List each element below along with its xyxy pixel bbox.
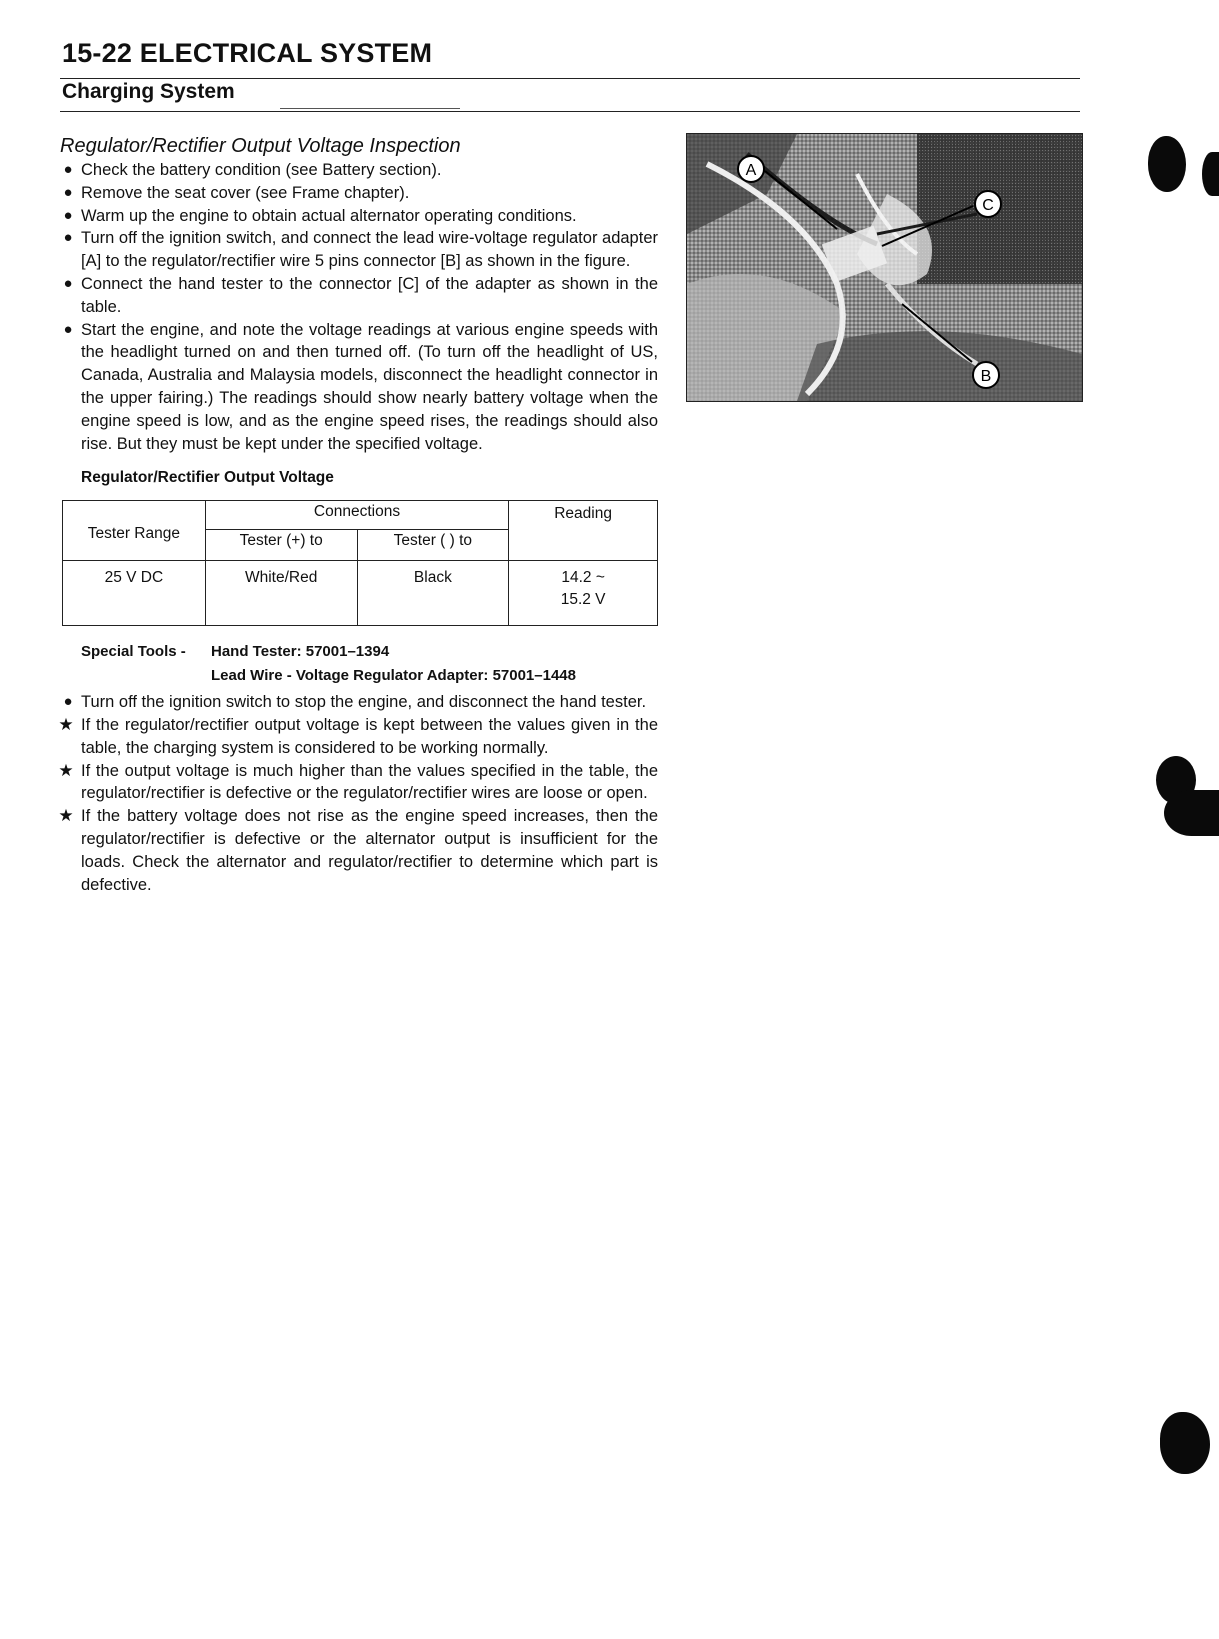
step-item — [60, 205, 658, 228]
star-icon: ★ — [58, 806, 74, 826]
tool-hand-tester: Hand Tester: 57001–1394 — [211, 643, 390, 661]
cell-reading — [509, 561, 658, 626]
step-text: Connect the hand tester to the connector [C] of the adapter as shown in the table. — [81, 274, 658, 316]
subheader-rule — [60, 111, 1080, 112]
svg-text:B: B — [980, 368, 992, 385]
bullet-icon: ● — [63, 161, 73, 178]
step-item — [60, 159, 658, 182]
cell-tester-plus: White/Red — [205, 561, 357, 626]
reading-line-1: 14.2 ~ — [561, 569, 605, 587]
bullet-icon: ● — [63, 206, 73, 224]
result-item — [60, 805, 658, 896]
cell-range: 25 V DC — [63, 561, 206, 626]
step-text: Turn off the ignition switch, and connect the lead wire-voltage regulator adapter [A] to the regulator/rectifier wire 5 pins connector [B] as shown in the figure. — [81, 229, 658, 271]
bullet-icon: ● — [63, 229, 73, 247]
result-text: If the regulator/rectifier output voltage is kept between the values given in the table, the charging system is considered to be working normally. — [81, 715, 658, 757]
binder-hole-mark — [1160, 1412, 1210, 1474]
header-tester-minus: Tester ( ) to — [357, 530, 509, 561]
page-title: 15-22 ELECTRICAL SYSTEM — [62, 38, 433, 68]
step-item — [60, 182, 658, 205]
output-voltage-table — [62, 500, 658, 626]
binder-hole-mark — [1148, 136, 1186, 192]
callout-A — [738, 156, 764, 182]
step-item — [60, 227, 658, 273]
callout-C — [975, 191, 1001, 217]
section-title: Charging System — [62, 80, 235, 103]
header-reading: Reading — [509, 501, 658, 561]
bullet-icon: ● — [63, 183, 73, 201]
reading-line-2: 15.2 V — [560, 591, 606, 609]
step-item — [60, 319, 658, 456]
bullet-icon: ● — [63, 693, 73, 711]
binder-hole-mark — [1164, 790, 1219, 836]
special-tools — [81, 640, 658, 687]
step-text: Turn off the ignition switch to stop the engine, and disconnect the hand tester. — [81, 693, 647, 712]
star-icon: ★ — [58, 714, 74, 734]
cell-tester-minus: Black — [357, 561, 509, 626]
header-tester-range: Tester Range — [63, 501, 206, 561]
inspection-heading: Regulator/Rectifier Output Voltage Inspection — [60, 135, 461, 157]
step-text: Remove the seat cover (see Frame chapter). — [81, 183, 410, 202]
bullet-icon: ● — [63, 320, 73, 338]
table-title: Regulator/Rectifier Output Voltage — [81, 469, 334, 487]
special-tools-label: Special Tools - — [81, 643, 186, 661]
photo-illustration — [687, 134, 1082, 401]
svg-text:A: A — [745, 162, 757, 179]
step-item — [60, 691, 658, 714]
main-text-column — [60, 133, 658, 896]
bullet-icon: ● — [63, 274, 73, 292]
header-connections: Connections — [205, 501, 508, 530]
binder-hole-mark — [1202, 152, 1219, 196]
result-text: If the battery voltage does not rise as the engine speed increases, then the regulator/rectifier is defective or the alternator output is insufficient for the loads. Check the alternator and regulator/rectifier to determine which part is defective. — [81, 807, 658, 894]
header-tester-plus: Tester (+) to — [205, 530, 357, 561]
step-text: Start the engine, and note the voltage readings at various engine speeds with the headlight turned on and then turned off. (To turn off the headlight of US, Canada, Australia and Malaysia models, disconnect the headlight connector in the upper fairing.) The readings should show nearly battery voltage when the engine speed is low, and as the engine speed rises, the readings should also rise. But they must be kept under the specified voltage. — [81, 320, 658, 453]
step-item — [60, 273, 658, 319]
header-rule — [60, 78, 1080, 79]
result-item — [60, 714, 658, 760]
step-text: Warm up the engine to obtain actual alternator operating conditions. — [81, 206, 577, 225]
result-item — [60, 760, 658, 806]
callout-B — [973, 362, 999, 388]
svg-text:C: C — [982, 197, 994, 214]
step-text: Check the battery condition (see Battery section). — [81, 161, 442, 179]
result-text: If the output voltage is much higher than the values specified in the table, the regulator/rectifier is defective or the regulator/rectifier wires are loose or open. — [81, 761, 658, 803]
star-icon: ★ — [58, 760, 74, 780]
connector-photo — [686, 133, 1083, 402]
rule-artifact — [280, 108, 460, 109]
tool-adapter: Lead Wire - Voltage Regulator Adapter: 57001–1448 — [211, 666, 576, 684]
